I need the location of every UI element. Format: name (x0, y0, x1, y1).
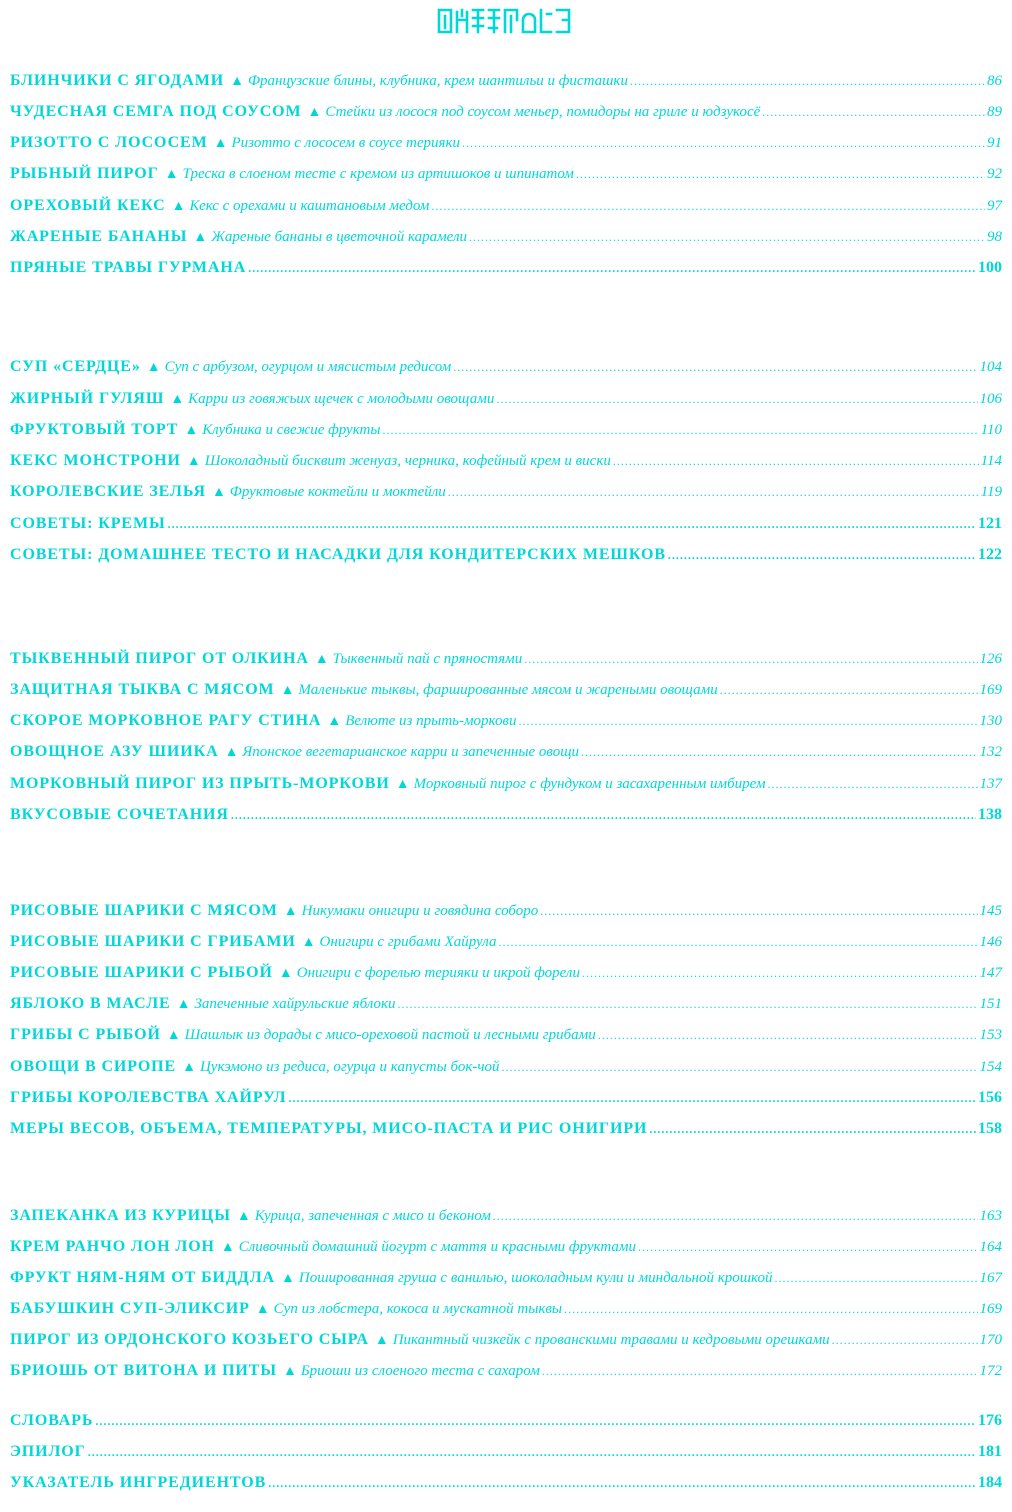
entry-title: ФРУКТОВЫЙ ТОРТ (10, 421, 179, 438)
entry-title: ЗАЩИТНАЯ ТЫКВА С МЯСОМ (10, 681, 275, 698)
triangle-separator-icon: ▲ (374, 1333, 389, 1348)
entry-title: СОВЕТЫ: КРЕМЫ (10, 515, 166, 532)
toc-entry[interactable] (10, 1300, 1002, 1322)
dot-leader (576, 167, 985, 182)
dot-leader (168, 517, 976, 532)
triangle-separator-icon: ▲ (171, 199, 186, 214)
page-number: 126 (979, 651, 1002, 667)
entry-title: СУП «СЕРДЦЕ» (10, 358, 141, 375)
dot-leader (613, 454, 979, 469)
page-number: 106 (979, 391, 1002, 407)
page-number: 119 (980, 484, 1002, 500)
toc-entry[interactable] (10, 650, 1002, 672)
entry-title: ФРУКТ НЯМ-НЯМ ОТ БИДДЛА (10, 1269, 275, 1286)
page-number: 130 (979, 713, 1002, 729)
entry-title: ЯБЛОКО В МАСЛЕ (10, 995, 171, 1012)
page-number: 92 (987, 166, 1002, 182)
dot-leader (502, 1060, 978, 1075)
page-number: 114 (980, 453, 1002, 469)
page-number: 164 (979, 1239, 1002, 1255)
entry-description: Шоколадный бисквит женуаз, черника, кофейный крем и виски (204, 453, 611, 469)
dot-leader (524, 652, 977, 667)
dot-leader (493, 1209, 978, 1224)
entry-title: РИСОВЫЕ ШАРИКИ С МЯСОМ (10, 902, 278, 919)
toc-entry[interactable] (10, 1362, 1002, 1384)
triangle-separator-icon: ▲ (283, 904, 298, 919)
dot-leader (598, 1028, 978, 1043)
page-number: 138 (978, 806, 1002, 823)
dot-leader (668, 548, 976, 563)
entry-description: Суп из лобстера, кокоса и мускатной тыквы (273, 1301, 563, 1317)
dot-leader (720, 683, 978, 698)
page-number: 169 (979, 1301, 1002, 1317)
entry-title: ЧУДЕСНАЯ СЕМГА ПОД СОУСОМ (10, 103, 302, 120)
dot-leader (496, 392, 977, 407)
entry-description: Суп с арбузом, огурцом и мясистым редисом (164, 359, 452, 375)
toc-entry[interactable] (10, 806, 1002, 828)
page-number: 98 (987, 229, 1002, 245)
hylian-script-heading-icon (435, 6, 577, 36)
dot-leader (448, 485, 979, 500)
dot-leader (383, 423, 979, 438)
page-number: 170 (979, 1332, 1002, 1348)
toc-entry[interactable] (10, 775, 1002, 797)
entry-title: КРЕМ РАНЧО ЛОН ЛОН (10, 1238, 215, 1255)
entry-description: Карри из говяжьих щечек с молодыми овощами (188, 391, 495, 407)
entry-title: СЛОВАРЬ (10, 1412, 94, 1429)
entry-title: ОРЕХОВЫЙ КЕКС (10, 197, 166, 214)
entry-title: ЖАРЕНЫЕ БАНАНЫ (10, 228, 188, 245)
entry-description: Пикантный чизкейк с прованскими травами и кедровыми орешками (392, 1332, 830, 1348)
dot-leader (630, 74, 985, 89)
dot-leader (519, 714, 978, 729)
triangle-separator-icon: ▲ (255, 1302, 270, 1317)
entry-title: ТЫКВЕННЫЙ ПИРОГ ОТ ОЛКИНА (10, 650, 309, 667)
toc-entry[interactable] (10, 1331, 1002, 1353)
triangle-separator-icon: ▲ (176, 997, 191, 1012)
entry-description: Онигири с грибами Хайрула (319, 934, 497, 950)
toc-entry[interactable] (10, 1474, 1002, 1496)
triangle-separator-icon: ▲ (280, 683, 295, 698)
dot-leader (775, 1271, 978, 1286)
toc-entry[interactable] (10, 72, 1002, 94)
entry-title: КЕКС МОНСТРОНИ (10, 452, 181, 469)
page-number: 100 (978, 259, 1002, 276)
entry-title: СОВЕТЫ: ДОМАШНЕЕ ТЕСТО И НАСАДКИ ДЛЯ КОНДИТЕРСКИХ МЕШКОВ (10, 546, 666, 563)
entry-title: ГРИБЫ С РЫБОЙ (10, 1026, 161, 1043)
triangle-separator-icon: ▲ (327, 714, 342, 729)
dot-leader (542, 1364, 978, 1379)
toc-entry[interactable] (10, 259, 1002, 281)
triangle-separator-icon: ▲ (193, 230, 208, 245)
triangle-separator-icon: ▲ (186, 454, 201, 469)
dot-leader (581, 745, 977, 760)
triangle-separator-icon: ▲ (146, 360, 161, 375)
entry-description: Никумаки онигири и говядина соборо (301, 903, 539, 919)
entry-description: Цукэмоно из редиса, огурца и капусты бок-чой (199, 1059, 500, 1075)
dot-leader (431, 199, 985, 214)
toc-entry[interactable] (10, 390, 1002, 412)
page-number: 122 (978, 546, 1002, 563)
triangle-separator-icon: ▲ (395, 777, 410, 792)
toc-entry[interactable] (10, 452, 1002, 474)
toc-entry[interactable] (10, 1443, 1002, 1465)
dot-leader (768, 777, 978, 792)
entry-title: РИСОВЫЕ ШАРИКИ С РЫБОЙ (10, 964, 273, 981)
entry-title: ПИРОГ ИЗ ОРДОНСКОГО КОЗЬЕГО СЫРА (10, 1331, 369, 1348)
toc-entry[interactable] (10, 1412, 1002, 1434)
page-number: 184 (978, 1474, 1002, 1491)
page-number: 172 (979, 1363, 1002, 1379)
page-number: 110 (980, 422, 1002, 438)
dot-leader (469, 230, 985, 245)
entry-description: Французские блины, клубника, крем шантильи и фисташки (247, 73, 628, 89)
toc-entry[interactable] (10, 902, 1002, 924)
triangle-separator-icon: ▲ (166, 1028, 181, 1043)
entry-description: Жареные бананы в цветочной карамели (211, 229, 467, 245)
entry-description: Велюте из прыть-моркови (345, 713, 517, 729)
entry-title: УКАЗАТЕЛЬ ИНГРЕДИЕНТОВ (10, 1474, 267, 1491)
entry-description: Ризотто с лососем в соусе терияки (231, 135, 460, 151)
page-number: 169 (979, 682, 1002, 698)
toc-entry[interactable] (10, 712, 1002, 734)
toc-entry[interactable] (10, 103, 1002, 125)
entry-description: Бриоши из слоеного теста с сахаром (300, 1363, 540, 1379)
entry-title: МЕРЫ ВЕСОВ, ОБЪЕМА, ТЕМПЕРАТУРЫ, МИСО-ПАСТА И РИС ОНИГИРИ (10, 1120, 648, 1137)
page-number: 145 (979, 903, 1002, 919)
dot-leader (499, 935, 978, 950)
entry-title: БАБУШКИН СУП-ЭЛИКСИР (10, 1300, 250, 1317)
toc-entry[interactable] (10, 1238, 1002, 1260)
toc-entry[interactable] (10, 134, 1002, 156)
toc-entry[interactable] (10, 933, 1002, 955)
dot-leader (832, 1333, 978, 1348)
dot-leader (248, 261, 976, 276)
page-number: 147 (979, 965, 1002, 981)
triangle-separator-icon: ▲ (164, 167, 179, 182)
dot-leader (638, 1240, 978, 1255)
triangle-separator-icon: ▲ (314, 652, 329, 667)
toc-entry[interactable] (10, 165, 1002, 187)
page-number: 132 (979, 744, 1002, 760)
entry-description: Онигири с форелью терияки и икрой форели (296, 965, 580, 981)
page-number: 91 (987, 135, 1002, 151)
dot-leader (268, 1476, 976, 1491)
page-number: 181 (978, 1443, 1002, 1460)
toc-entry[interactable] (10, 515, 1002, 537)
triangle-separator-icon: ▲ (220, 1240, 235, 1255)
entry-description: Маленькие тыквы, фаршированные мясом и жареными овощами (298, 682, 718, 698)
triangle-separator-icon: ▲ (182, 1060, 196, 1075)
toc-entry[interactable] (10, 1207, 1002, 1229)
dot-leader (95, 1414, 976, 1429)
dot-leader (462, 136, 985, 151)
hylian-heading (0, 6, 1012, 41)
entry-title: МОРКОВНЫЙ ПИРОГ ИЗ ПРЫТЬ-МОРКОВИ (10, 775, 390, 792)
page-number: 156 (978, 1089, 1002, 1106)
triangle-separator-icon: ▲ (278, 966, 293, 981)
page-number: 137 (979, 776, 1002, 792)
toc-entry[interactable] (10, 995, 1002, 1017)
entry-title: СКОРОЕ МОРКОВНОЕ РАГУ СТИНА (10, 712, 322, 729)
dot-leader (288, 1091, 976, 1106)
entry-title: ВКУСОВЫЕ СОЧЕТАНИЯ (10, 806, 229, 823)
entry-title: ПРЯНЫЕ ТРАВЫ ГУРМАНА (10, 259, 247, 276)
page-number: 86 (987, 73, 1002, 89)
triangle-separator-icon: ▲ (281, 1271, 295, 1286)
page-number: 121 (978, 515, 1002, 532)
entry-title: БРИОШЬ ОТ ВИТОНА И ПИТЫ (10, 1362, 277, 1379)
page-number: 97 (987, 198, 1002, 214)
entry-description: Пошированная груша с ванилью, шоколадным кули и миндальной крошкой (298, 1270, 773, 1286)
entry-title: ОВОЩИ В СИРОПЕ (10, 1058, 177, 1075)
toc-entry[interactable] (10, 681, 1002, 703)
page-number: 151 (979, 996, 1002, 1012)
entry-title: ЭПИЛОГ (10, 1443, 86, 1460)
toc-entry[interactable] (10, 483, 1002, 505)
toc-entry[interactable] (10, 358, 1002, 380)
page-number: 154 (979, 1059, 1002, 1075)
entry-title: КОРОЛЕВСКИЕ ЗЕЛЬЯ (10, 483, 206, 500)
page-number: 176 (978, 1412, 1002, 1429)
triangle-separator-icon: ▲ (213, 136, 228, 151)
page-number: 146 (979, 934, 1002, 950)
toc-entry[interactable] (10, 743, 1002, 765)
toc-entry[interactable] (10, 1026, 1002, 1048)
toc-entry[interactable] (10, 197, 1002, 219)
page-number: 167 (979, 1270, 1002, 1286)
dot-leader (231, 808, 976, 823)
entry-description: Морковный пирог с фундуком и засахаренным имбирем (413, 776, 766, 792)
entry-description: Японское вегетарианское карри и запеченные овощи (242, 744, 580, 760)
entry-description: Фруктовые коктейли и моктейли (229, 484, 446, 500)
entry-description: Курица, запеченная с мисо и беконом (254, 1208, 491, 1224)
entry-description: Запеченные хайрульские яблоки (194, 996, 396, 1012)
dot-leader (582, 966, 978, 981)
entry-title: ОВОЩНОЕ АЗУ ШИИКА (10, 743, 219, 760)
page-number: 104 (979, 359, 1002, 375)
triangle-separator-icon: ▲ (230, 74, 244, 89)
dot-leader (453, 360, 977, 375)
dot-leader (762, 105, 985, 120)
toc-entry[interactable] (10, 421, 1002, 443)
dot-leader (398, 997, 978, 1012)
entry-title: БЛИНЧИКИ С ЯГОДАМИ (10, 72, 225, 89)
toc-entry[interactable] (10, 1058, 1002, 1080)
entry-description: Сливочный домашний йогурт с маття и красными фруктами (238, 1239, 636, 1255)
entry-title: ГРИБЫ КОРОЛЕВСТВА ХАЙРУЛ (10, 1089, 287, 1106)
entry-description: Треска в слоеном тесте с кремом из артишоков и шпинатом (182, 166, 574, 182)
triangle-separator-icon: ▲ (307, 105, 322, 120)
triangle-separator-icon: ▲ (282, 1364, 297, 1379)
toc-entry[interactable] (10, 964, 1002, 986)
dot-leader (540, 904, 977, 919)
entry-title: ЗАПЕКАНКА ИЗ КУРИЦЫ (10, 1207, 231, 1224)
page-number: 153 (979, 1027, 1002, 1043)
page-number: 163 (979, 1208, 1002, 1224)
entry-description: Клубника и свежие фрукты (202, 422, 381, 438)
dot-leader (88, 1445, 976, 1460)
dot-leader (564, 1302, 977, 1317)
triangle-separator-icon: ▲ (184, 423, 199, 438)
page-number: 89 (987, 104, 1002, 120)
entry-description: Стейки из лосося под соусом меньер, помидоры на гриле и юдзукосё (325, 104, 761, 120)
triangle-separator-icon: ▲ (224, 745, 239, 760)
entry-title: РИЗОТТО С ЛОСОСЕМ (10, 134, 208, 151)
triangle-separator-icon: ▲ (301, 935, 316, 950)
toc-entry[interactable] (10, 546, 1002, 568)
entry-description: Тыквенный пай с пряностями (332, 651, 523, 667)
entry-description: Шашлык из дорады с мисо-ореховой пастой и лесными грибами (184, 1027, 596, 1043)
page-number: 158 (978, 1120, 1002, 1137)
entry-title: РИСОВЫЕ ШАРИКИ С ГРИБАМИ (10, 933, 296, 950)
triangle-separator-icon: ▲ (170, 392, 185, 407)
toc-entry[interactable] (10, 1269, 1002, 1291)
triangle-separator-icon: ▲ (211, 485, 226, 500)
toc-entry[interactable] (10, 228, 1002, 250)
dot-leader (649, 1122, 976, 1137)
toc-entry[interactable] (10, 1089, 1002, 1111)
entry-description: Кекс с орехами и каштановым медом (189, 198, 430, 214)
entry-title: РЫБНЫЙ ПИРОГ (10, 165, 159, 182)
triangle-separator-icon: ▲ (236, 1209, 251, 1224)
toc-entry[interactable] (10, 1120, 1002, 1142)
entry-title: ЖИРНЫЙ ГУЛЯШ (10, 390, 165, 407)
